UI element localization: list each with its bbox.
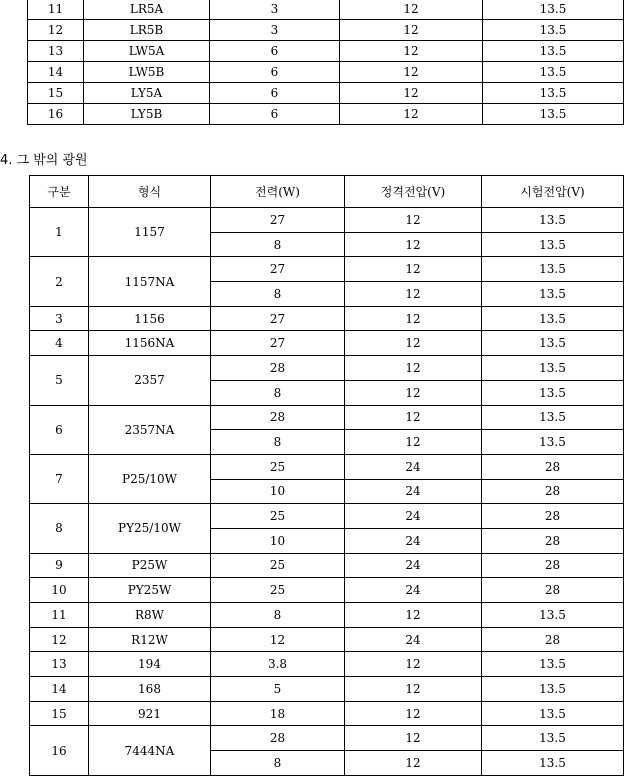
cell-power: 6 [210,83,340,104]
cell-no: 12 [28,20,84,41]
cell-rated-voltage: 12 [345,306,482,331]
cell-no: 1 [30,208,89,257]
cell-test-voltage: 13.5 [482,701,624,726]
cell-power: 28 [211,405,345,430]
top-spec-table-body [28,0,624,125]
cell-type: LY5A [84,83,210,104]
cell-power: 8 [211,751,345,776]
cell-test-voltage: 28 [482,454,624,479]
cell-power: 8 [211,232,345,257]
cell-power: 10 [211,528,345,553]
cell-no: 8 [30,504,89,553]
cell-test-voltage: 28 [482,479,624,504]
cell-test-voltage: 13.5 [482,331,624,356]
cell-type: R12W [89,627,211,652]
table-row [30,356,624,381]
cell-test-voltage: 13.5 [482,257,624,282]
cell-test-voltage: 13.5 [482,380,624,405]
cell-rated-voltage: 24 [345,504,482,529]
cell-test-voltage: 28 [482,578,624,603]
cell-type: LY5B [84,104,210,125]
cell-power: 27 [211,331,345,356]
cell-rated-voltage: 12 [345,380,482,405]
cell-power: 10 [211,479,345,504]
cell-test-voltage: 13.5 [482,726,624,751]
cell-rated-voltage: 12 [340,41,483,62]
cell-rated-voltage: 12 [340,83,483,104]
cell-no: 13 [28,41,84,62]
cell-test-voltage: 13.5 [482,306,624,331]
cell-power: 3 [210,20,340,41]
cell-no: 16 [28,104,84,125]
cell-test-voltage: 13.5 [482,405,624,430]
cell-type: PY25/10W [89,504,211,553]
cell-type: LR5A [84,0,210,20]
cell-power: 5 [211,677,345,702]
cell-test-voltage: 28 [482,627,624,652]
cell-type: 1156NA [89,331,211,356]
cell-power: 25 [211,454,345,479]
cell-rated-voltage: 12 [345,701,482,726]
cell-type: 921 [89,701,211,726]
cell-test-voltage: 13.5 [482,208,624,233]
cell-rated-voltage: 24 [345,578,482,603]
cell-power: 28 [211,356,345,381]
cell-test-voltage: 13.5 [482,603,624,628]
cell-no: 16 [30,726,89,775]
table-row [30,553,624,578]
cell-rated-voltage: 24 [345,479,482,504]
cell-test-voltage: 13.5 [482,751,624,776]
table-row [30,208,624,233]
cell-power: 18 [211,701,345,726]
cell-test-voltage: 13.5 [483,104,624,125]
section-heading: 4. 그 밖의 광원 [0,153,88,168]
cell-type: PY25W [89,578,211,603]
cell-type: 2357 [89,356,211,405]
cell-test-voltage: 28 [482,528,624,553]
cell-rated-voltage: 12 [345,603,482,628]
table-row [30,603,624,628]
cell-test-voltage: 13.5 [483,0,624,20]
cell-power: 8 [211,380,345,405]
cell-power: 27 [211,306,345,331]
cell-rated-voltage: 24 [345,627,482,652]
cell-type: 1157 [89,208,211,257]
header-rated-voltage: 정격전압(V) [345,176,482,208]
cell-type: LW5A [84,41,210,62]
cell-no: 10 [30,578,89,603]
cell-rated-voltage: 24 [345,528,482,553]
cell-rated-voltage: 12 [345,405,482,430]
table-header-row [30,176,624,208]
cell-rated-voltage: 24 [345,454,482,479]
cell-type: P25W [89,553,211,578]
cell-no: 5 [30,356,89,405]
cell-rated-voltage: 24 [345,553,482,578]
table-row [28,41,624,62]
light-source-table-body [30,208,624,776]
table-row [30,627,624,652]
cell-type: 2357NA [89,405,211,454]
header-type: 형식 [89,176,211,208]
cell-test-voltage: 13.5 [482,652,624,677]
cell-rated-voltage: 12 [345,726,482,751]
cell-rated-voltage: 12 [345,751,482,776]
cell-type: 168 [89,677,211,702]
cell-no: 15 [28,83,84,104]
cell-test-voltage: 13.5 [482,232,624,257]
cell-rated-voltage: 12 [345,257,482,282]
cell-test-voltage: 13.5 [482,282,624,307]
cell-no: 14 [28,62,84,83]
cell-rated-voltage: 12 [345,652,482,677]
cell-no: 9 [30,553,89,578]
cell-type: 1157NA [89,257,211,306]
cell-power: 6 [210,62,340,83]
cell-test-voltage: 13.5 [483,62,624,83]
cell-rated-voltage: 12 [345,331,482,356]
cell-test-voltage: 13.5 [482,430,624,455]
table-row [30,677,624,702]
cell-test-voltage: 13.5 [482,677,624,702]
cell-no: 15 [30,701,89,726]
light-source-table [29,175,624,776]
cell-rated-voltage: 12 [340,20,483,41]
cell-no: 13 [30,652,89,677]
cell-type: 1156 [89,306,211,331]
cell-rated-voltage: 12 [340,62,483,83]
cell-no: 4 [30,331,89,356]
table-row [28,104,624,125]
cell-rated-voltage: 12 [345,208,482,233]
cell-test-voltage: 13.5 [483,20,624,41]
table-row [28,20,624,41]
table-row [28,0,624,20]
cell-no: 2 [30,257,89,306]
cell-power: 3 [210,0,340,20]
cell-no: 3 [30,306,89,331]
cell-rated-voltage: 12 [340,0,483,20]
cell-type: P25/10W [89,454,211,503]
table-row [30,578,624,603]
cell-rated-voltage: 12 [345,282,482,307]
cell-rated-voltage: 12 [345,356,482,381]
cell-no: 14 [30,677,89,702]
table-row [30,257,624,282]
top-spec-table [27,0,624,125]
table-row [30,454,624,479]
cell-power: 27 [211,257,345,282]
cell-power: 8 [211,282,345,307]
cell-no: 6 [30,405,89,454]
cell-no: 11 [28,0,84,20]
cell-power: 6 [210,41,340,62]
table-row [28,83,624,104]
cell-power: 8 [211,430,345,455]
cell-rated-voltage: 12 [345,677,482,702]
header-power: 전력(W) [211,176,345,208]
header-test-voltage: 시험전압(V) [482,176,624,208]
cell-test-voltage: 13.5 [482,356,624,381]
cell-power: 27 [211,208,345,233]
table-row [30,726,624,751]
cell-rated-voltage: 12 [340,104,483,125]
cell-power: 25 [211,578,345,603]
cell-type: LW5B [84,62,210,83]
cell-no: 7 [30,454,89,503]
table-row [30,306,624,331]
cell-power: 3.8 [211,652,345,677]
cell-rated-voltage: 12 [345,430,482,455]
table-row [30,652,624,677]
cell-power: 25 [211,504,345,529]
header-no: 구분 [30,176,89,208]
table-row [30,701,624,726]
table-row [30,331,624,356]
cell-rated-voltage: 12 [345,232,482,257]
cell-power: 6 [210,104,340,125]
cell-test-voltage: 28 [482,553,624,578]
cell-test-voltage: 13.5 [483,83,624,104]
cell-power: 28 [211,726,345,751]
table-row [28,62,624,83]
cell-type: 7444NA [89,726,211,775]
table-row [30,405,624,430]
cell-type: 194 [89,652,211,677]
cell-test-voltage: 13.5 [483,41,624,62]
cell-type: LR5B [84,20,210,41]
table-row [30,504,624,529]
cell-test-voltage: 28 [482,504,624,529]
cell-power: 12 [211,627,345,652]
cell-no: 11 [30,603,89,628]
cell-power: 8 [211,603,345,628]
cell-type: R8W [89,603,211,628]
cell-no: 12 [30,627,89,652]
cell-power: 25 [211,553,345,578]
